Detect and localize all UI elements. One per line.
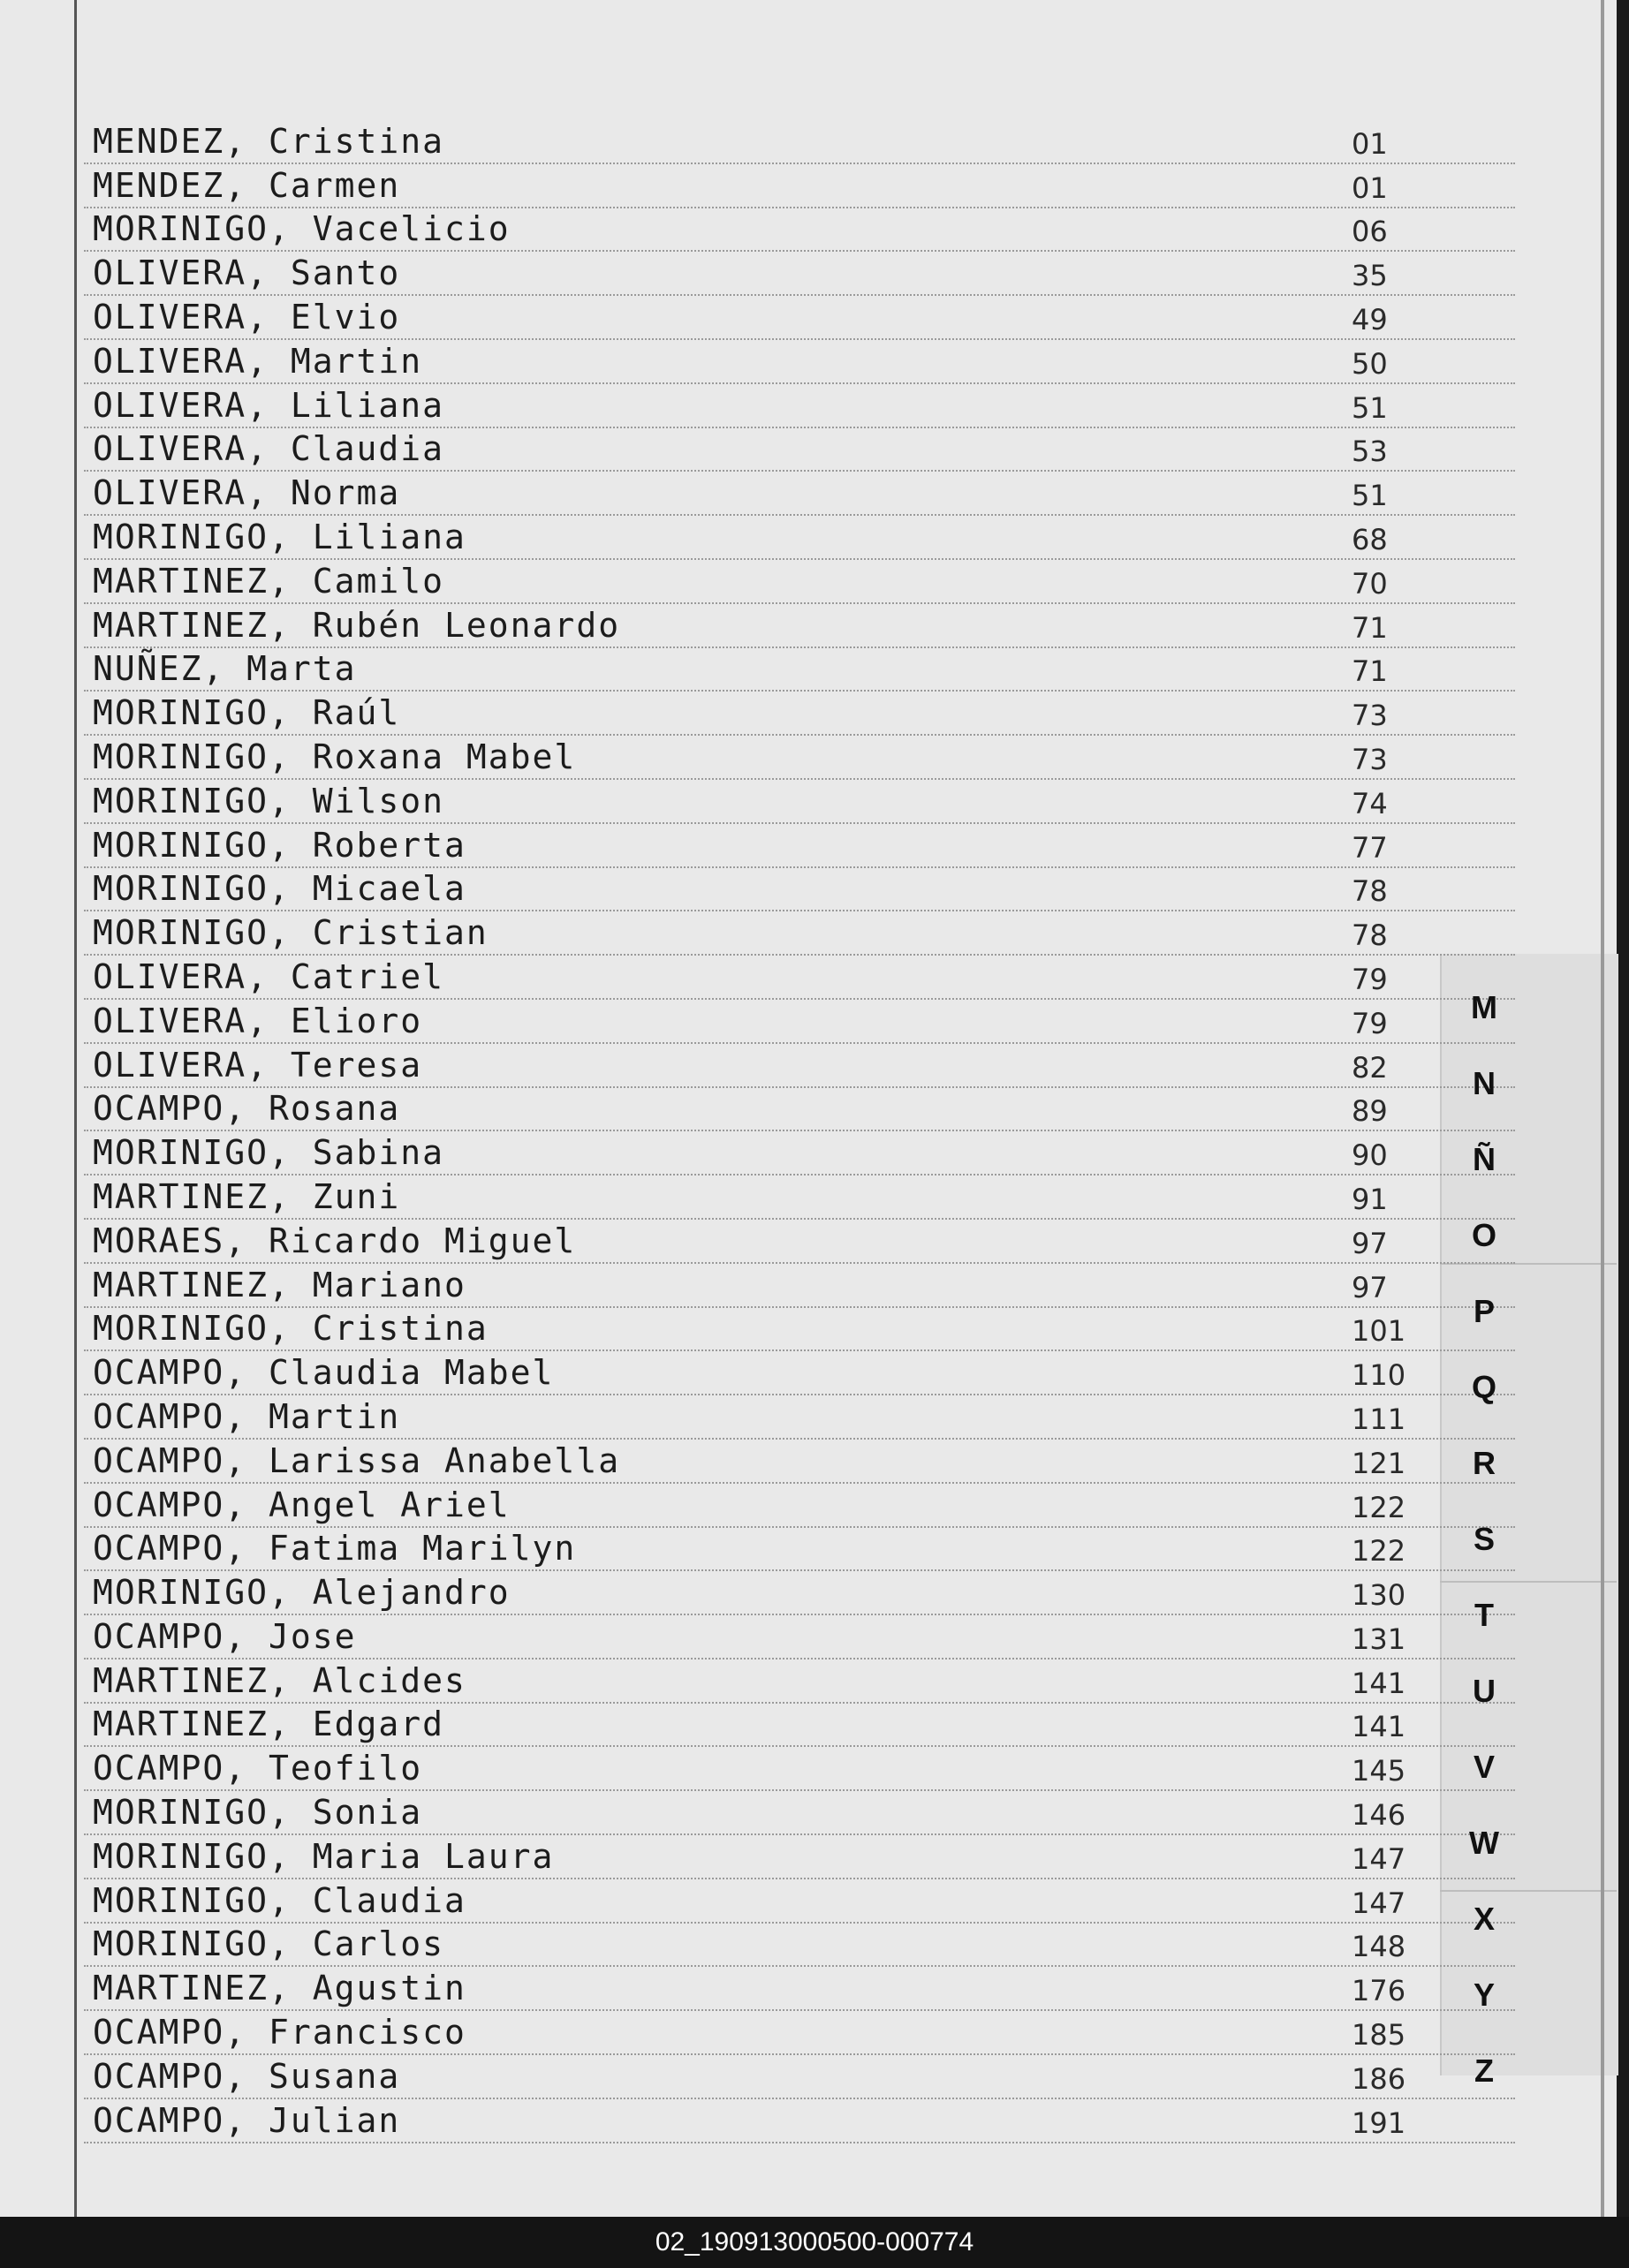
list-item [84,1967,1515,2011]
entry-name: OCAMPO, Larissa Anabella [93,1440,621,1480]
entry-number: 141 [1352,1666,1406,1700]
entry-number: 78 [1352,874,1388,909]
entry-number: 90 [1352,1138,1388,1173]
entry-name: OLIVERA, Santo [93,253,401,293]
entry-name: MORINIGO, Roberta [93,825,466,865]
entry-number: 97 [1352,1226,1388,1260]
entry-name: MARTINEZ, Alcides [93,1660,466,1700]
list-item [84,1351,1515,1395]
list-item [84,648,1515,692]
entry-number: 176 [1352,1974,1406,2008]
entry-name: OLIVERA, Teresa [93,1045,423,1085]
index-letter[interactable]: X [1473,1901,1495,1937]
list-item [84,1924,1515,1968]
list-item [84,1044,1515,1088]
entry-name: OLIVERA, Claudia [93,429,445,469]
index-letter[interactable]: Q [1471,1369,1496,1405]
entry-number: 79 [1352,962,1388,996]
index-letter[interactable]: U [1473,1673,1496,1709]
list-item [84,2011,1515,2055]
document-id-footer: 02_190913000500-000774 [0,2217,1629,2268]
list-item [84,1528,1515,1572]
entry-number: 82 [1352,1050,1388,1085]
entry-name: MORINIGO, Carlos [93,1924,445,1964]
entry-number: 111 [1352,1402,1406,1436]
entry-name: NUÑEZ, Marta [93,649,357,689]
entry-name: OLIVERA, Elioro [93,1001,423,1040]
list-item [84,340,1515,384]
list-item [84,1747,1515,1791]
page-margin-line [74,0,77,2217]
entry-number: 53 [1352,435,1388,469]
entry-number: 01 [1352,126,1388,161]
list-item [84,868,1515,912]
entry-name: MORINIGO, Claudia [93,1880,466,1920]
list-item [84,208,1515,253]
list-item [84,692,1515,736]
entry-name: OLIVERA, Martin [93,341,423,381]
entry-name: MARTINEZ, Camilo [93,561,445,601]
list-item [84,1264,1515,1308]
entry-name: OLIVERA, Norma [93,473,401,513]
list-item [84,824,1515,868]
index-letter[interactable]: P [1473,1293,1495,1329]
entry-name: MORINIGO, Alejandro [93,1573,511,1613]
list-item [84,252,1515,296]
entry-name: OLIVERA, Liliana [93,385,445,425]
entry-name: OCAMPO, Martin [93,1396,401,1436]
index-letter[interactable]: T [1474,1597,1494,1633]
entry-name: MORINIGO, Cristina [93,1309,489,1349]
list-item [84,1220,1515,1264]
list-item [84,1176,1515,1220]
entry-name: MORINIGO, Vacelicio [93,209,511,249]
entry-name: OCAMPO, Susana [93,2056,401,2096]
entry-number: 50 [1352,346,1388,381]
entry-number: 73 [1352,699,1388,733]
index-letter[interactable]: V [1473,1749,1495,1785]
entry-number: 77 [1352,830,1388,865]
list-item [84,560,1515,604]
list-item [84,384,1515,428]
entry-number: 73 [1352,742,1388,776]
list-item [84,1659,1515,1704]
list-item [84,1615,1515,1659]
entry-name: OCAMPO, Claudia Mabel [93,1353,555,1393]
entry-number: 78 [1352,919,1388,953]
index-letter[interactable]: W [1469,1825,1499,1861]
entry-number: 74 [1352,786,1388,820]
list-item [84,1791,1515,1835]
entry-name: MORINIGO, Liliana [93,517,466,556]
entry-number: 191 [1352,2105,1406,2140]
entry-name: OCAMPO, Francisco [93,2013,466,2053]
page-edge [1601,0,1604,2217]
index-letter[interactable]: O [1471,1217,1496,1253]
list-item [84,1571,1515,1615]
entry-number: 146 [1352,1798,1406,1833]
entry-name: OCAMPO, Fatima Marilyn [93,1529,577,1569]
entry-number: 49 [1352,302,1388,336]
entry-number: 130 [1352,1578,1406,1613]
list-item [84,296,1515,340]
entry-number: 51 [1352,479,1388,513]
entry-number: 185 [1352,2018,1406,2053]
entry-number: 131 [1352,1622,1406,1656]
entry-number: 68 [1352,522,1388,556]
entry-name: OCAMPO, Jose [93,1616,357,1656]
list-item [84,120,1515,164]
entry-number: 101 [1352,1314,1406,1349]
entry-name: MARTINEZ, Mariano [93,1265,466,1304]
entry-number: 51 [1352,390,1388,425]
list-item [84,1704,1515,1748]
entry-number: 148 [1352,1930,1406,1964]
entry-number: 147 [1352,1841,1406,1876]
entry-name: MARTINEZ, Agustin [93,1969,466,2008]
entry-number: 122 [1352,1534,1406,1569]
list-item [84,428,1515,472]
entry-name: MORINIGO, Cristian [93,913,489,953]
entry-name: MENDEZ, Carmen [93,165,401,205]
list-item [84,736,1515,780]
entry-name: OLIVERA, Catriel [93,956,445,996]
entry-number: 141 [1352,1710,1406,1744]
index-letter[interactable]: S [1473,1521,1495,1557]
entry-name: MARTINEZ, Rubén Leonardo [93,605,621,645]
list-item [84,164,1515,208]
entry-name: MARTINEZ, Edgard [93,1705,445,1744]
entry-name: OLIVERA, Elvio [93,297,401,336]
list-item [84,472,1515,516]
entry-name: MORINIGO, Raúl [93,693,401,733]
list-item [84,780,1515,824]
list-item [84,1000,1515,1044]
entry-name: MORINIGO, Micaela [93,869,466,909]
entry-number: 121 [1352,1446,1406,1480]
entry-name: MARTINEZ, Zuni [93,1176,401,1216]
entry-name: OCAMPO, Teofilo [93,1749,423,1788]
list-item [84,516,1515,560]
index-letter[interactable]: Ñ [1473,1141,1496,1177]
entry-name: OCAMPO, Julian [93,2100,401,2140]
entry-number: 01 [1352,170,1388,205]
entry-number: 147 [1352,1886,1406,1920]
list-item [84,1440,1515,1484]
entry-name: MORINIGO, Wilson [93,781,445,820]
entry-number: 71 [1352,654,1388,689]
index-letter[interactable]: Z [1474,2053,1494,2089]
entry-name: OCAMPO, Rosana [93,1089,401,1129]
entry-name: MORINIGO, Sonia [93,1793,423,1833]
entry-number: 06 [1352,215,1388,249]
list-item [84,2055,1515,2099]
entry-name: OCAMPO, Angel Ariel [93,1485,511,1524]
entry-number: 79 [1352,1006,1388,1040]
entry-name: MORINIGO, Roxana Mabel [93,737,577,776]
entry-number: 145 [1352,1754,1406,1788]
index-letter[interactable]: Y [1473,1977,1495,2013]
name-list [84,120,1515,2143]
entry-name: MORINIGO, Maria Laura [93,1836,555,1876]
list-item [84,2099,1515,2143]
entry-number: 186 [1352,2061,1406,2096]
index-letter[interactable]: R [1473,1445,1496,1481]
index-letter[interactable]: N [1473,1065,1496,1101]
list-item [84,1308,1515,1352]
entry-name: MORINIGO, Sabina [93,1133,445,1173]
list-item [84,1879,1515,1924]
entry-number: 110 [1352,1358,1406,1393]
list-item [84,1131,1515,1176]
list-item [84,1835,1515,1879]
list-item [84,1088,1515,1132]
entry-number: 97 [1352,1270,1388,1304]
entry-name: MORAES, Ricardo Miguel [93,1221,577,1260]
index-letter[interactable]: M [1471,989,1497,1025]
list-item [84,604,1515,648]
entry-number: 70 [1352,566,1388,601]
entry-name: MENDEZ, Cristina [93,121,445,161]
list-item [84,956,1515,1000]
entry-number: 71 [1352,610,1388,645]
entry-number: 91 [1352,1182,1388,1216]
list-item [84,1484,1515,1528]
list-item [84,1395,1515,1440]
entry-number: 89 [1352,1094,1388,1129]
entry-number: 35 [1352,259,1388,293]
list-item [84,911,1515,956]
entry-number: 122 [1352,1490,1406,1524]
